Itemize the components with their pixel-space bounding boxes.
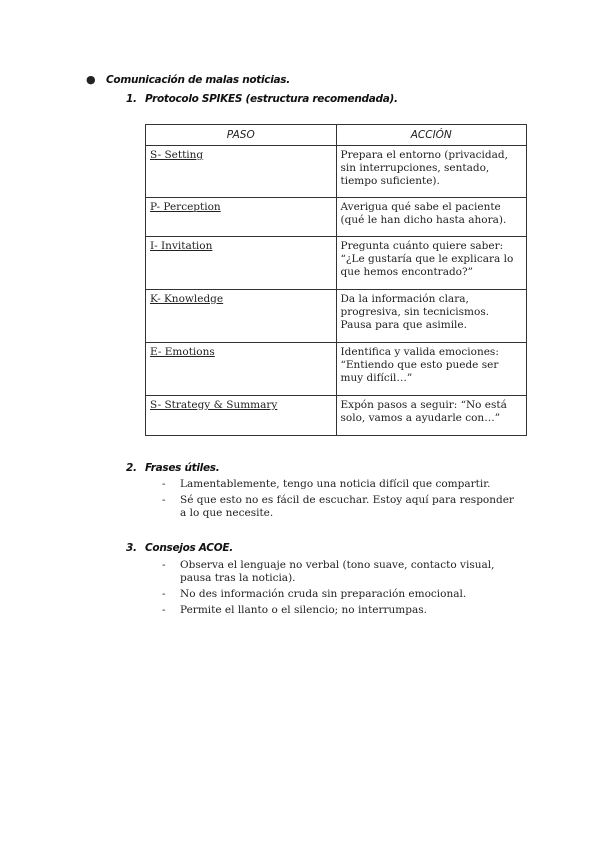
table-row [146, 396, 527, 436]
table-row [146, 198, 527, 237]
dash-icon: - [162, 588, 166, 600]
list-item-text: Sé que esto no es fácil de escuchar. Estoy aquí para responder a lo que necesite. [180, 494, 514, 519]
dash-icon: - [162, 559, 166, 571]
list-item-text: No des información cruda sin preparación emocional. [180, 588, 467, 600]
paso-cell: I- Invitation [146, 237, 337, 290]
list-item [162, 604, 522, 617]
bullet-icon: ● [86, 73, 96, 86]
section1-number: 1. [126, 93, 137, 105]
main-heading: Comunicación de malas noticias. [106, 74, 290, 86]
list-item [162, 588, 522, 601]
list-item [162, 559, 522, 585]
list-item-text: Lamentablemente, tengo una noticia difícil que compartir. [180, 478, 491, 490]
accion-cell: Identifica y valida emociones: “Entiendo que esto puede ser muy difícil…” [336, 343, 527, 396]
section2-number: 2. [126, 462, 137, 474]
accion-cell: Da la información clara, progresiva, sin tecnicismos. Pausa para que asimile. [336, 290, 527, 343]
table-row [146, 290, 527, 343]
list-item-text: Permite el llanto o el silencio; no interrumpas. [180, 604, 427, 616]
spikes-table [145, 124, 527, 436]
list-item [162, 494, 522, 520]
dash-icon: - [162, 604, 166, 616]
paso-cell: E- Emotions [146, 343, 337, 396]
section3-number: 3. [126, 542, 137, 554]
section1-title: Protocolo SPIKES (estructura recomendada). [145, 93, 398, 105]
paso-cell: P- Perception [146, 198, 337, 237]
column-header-accion: ACCIÓN [336, 125, 527, 146]
paso-cell: S- Strategy & Summary [146, 396, 337, 436]
section3-title: Consejos ACOE. [145, 542, 233, 554]
accion-cell: Expón pasos a seguir: “No está solo, vamos a ayudarle con…” [336, 396, 527, 436]
section2-title: Frases útiles. [145, 462, 220, 474]
table-header-row [146, 125, 527, 146]
table-row [146, 343, 527, 396]
list-item [162, 478, 522, 491]
paso-cell: S- Setting [146, 146, 337, 198]
table-row [146, 146, 527, 198]
paso-cell: K- Knowledge [146, 290, 337, 343]
accion-cell: Averigua qué sabe el paciente (qué le han dicho hasta ahora). [336, 198, 527, 237]
consejos-list [162, 559, 522, 620]
column-header-paso: PASO [146, 125, 337, 146]
accion-cell: Prepara el entorno (privacidad, sin interrupciones, sentado, tiempo suficiente). [336, 146, 527, 198]
dash-icon: - [162, 478, 166, 490]
table-row [146, 237, 527, 290]
list-item-text: Observa el lenguaje no verbal (tono suave, contacto visual, pausa tras la noticia). [180, 559, 495, 584]
accion-cell: Pregunta cuánto quiere saber: “¿Le gustaría que le explicara lo que hemos encontrado?” [336, 237, 527, 290]
dash-icon: - [162, 494, 166, 506]
frases-list [162, 478, 522, 523]
